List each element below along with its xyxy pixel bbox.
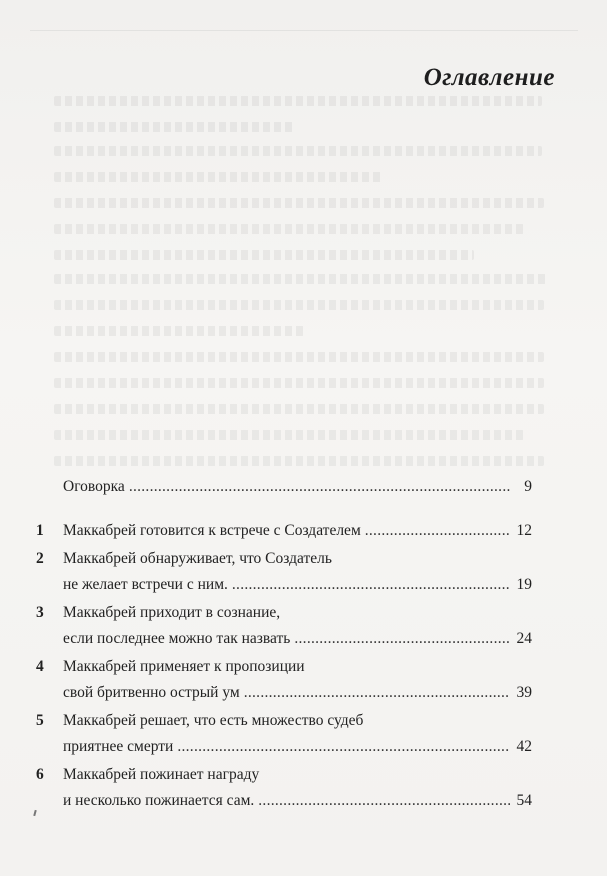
toc-entry-page: 12 — [516, 522, 532, 539]
leader-dots — [294, 626, 510, 652]
bleed-through-text — [54, 224, 524, 234]
leader-dots — [232, 572, 510, 598]
toc-entry-chapter-3[interactable] — [36, 600, 532, 652]
toc-entry-title: Маккабрей решает, что есть множество судеб — [63, 712, 364, 729]
toc-entry-foreword[interactable] — [36, 474, 532, 500]
toc-entry-number: 2 — [36, 550, 44, 567]
toc-entry-title-continued: свой бритвенно острый ум — [63, 684, 240, 701]
toc-entry-page: 54 — [516, 792, 532, 809]
bleed-through-text — [54, 300, 544, 310]
bleed-through-text — [54, 430, 524, 440]
toc-entry-line — [63, 474, 532, 500]
bleed-through-text — [54, 378, 544, 388]
toc-entry-page: 42 — [516, 738, 532, 755]
toc-entry-title: Маккабрей приходит в сознание, — [63, 604, 281, 621]
toc-entry-line — [63, 626, 532, 652]
toc-entry-chapter-2[interactable] — [36, 546, 532, 598]
toc-entry-chapter-1[interactable] — [36, 518, 532, 544]
toc-entry-chapter-4[interactable] — [36, 654, 532, 706]
toc-entry-number: 6 — [36, 766, 44, 783]
toc-entry-title-continued: не желает встречи с ним. — [63, 576, 228, 593]
toc-entry-page: 9 — [524, 478, 532, 495]
bleed-through-header-rule — [30, 30, 578, 31]
toc-entry-chapter-6[interactable] — [36, 762, 532, 814]
toc-entry-line — [63, 788, 532, 814]
bleed-through-text — [54, 198, 544, 208]
toc-entry-body — [63, 708, 532, 760]
bleed-through-text — [54, 404, 544, 414]
toc-entry-title: Маккабрей готовится к встрече с Создателем — [63, 522, 361, 539]
toc-entry-number: 5 — [36, 712, 44, 729]
toc-entry-body — [63, 546, 532, 598]
toc-entry-page: 39 — [516, 684, 532, 701]
toc-entry-line — [63, 572, 532, 598]
toc-entry-title: Маккабрей пожинает награду — [63, 766, 260, 783]
toc-entry-number: 1 — [36, 522, 44, 539]
toc-entry-title-continued: и несколько пожинается сам. — [63, 792, 255, 809]
toc-entry-body — [63, 474, 532, 500]
leader-dots — [365, 518, 510, 544]
toc-entry-number: 3 — [36, 604, 44, 621]
bleed-through-text — [54, 326, 304, 336]
table-of-contents — [36, 474, 532, 814]
toc-entry-line — [63, 518, 532, 544]
toc-entry-page: 19 — [516, 576, 532, 593]
toc-entry-body — [63, 762, 532, 814]
toc-entry-page: 24 — [516, 630, 532, 647]
toc-entry-title-continued: если последнее можно так назвать — [63, 630, 291, 647]
toc-entry-body — [63, 518, 532, 544]
leader-dots — [177, 734, 510, 760]
toc-entry-chapter-5[interactable] — [36, 708, 532, 760]
toc-entry-number: 4 — [36, 658, 44, 675]
page-title: Оглавление — [423, 64, 555, 91]
bleed-through-text — [54, 146, 542, 156]
bleed-through-text — [54, 274, 546, 284]
toc-entry-body — [63, 654, 532, 706]
toc-entry-body — [63, 600, 532, 652]
toc-entry-title: Маккабрей обнаруживает, что Создатель — [63, 550, 332, 567]
toc-entry-line — [63, 734, 532, 760]
bleed-through-text — [54, 122, 294, 132]
leader-dots — [129, 474, 510, 500]
toc-entry-title: Оговорка — [63, 478, 125, 495]
bleed-through-text — [54, 352, 544, 362]
bleed-through-text — [54, 96, 542, 106]
toc-entry-title-continued: приятнее смерти — [63, 738, 174, 755]
bleed-through-text — [54, 456, 544, 466]
bleed-through-text — [54, 250, 474, 260]
leader-dots — [244, 680, 510, 706]
toc-entry-title: Маккабрей применяет к пропозиции — [63, 658, 305, 675]
leader-dots — [258, 788, 510, 814]
bleed-through-text — [54, 172, 384, 182]
toc-entry-line — [63, 680, 532, 706]
